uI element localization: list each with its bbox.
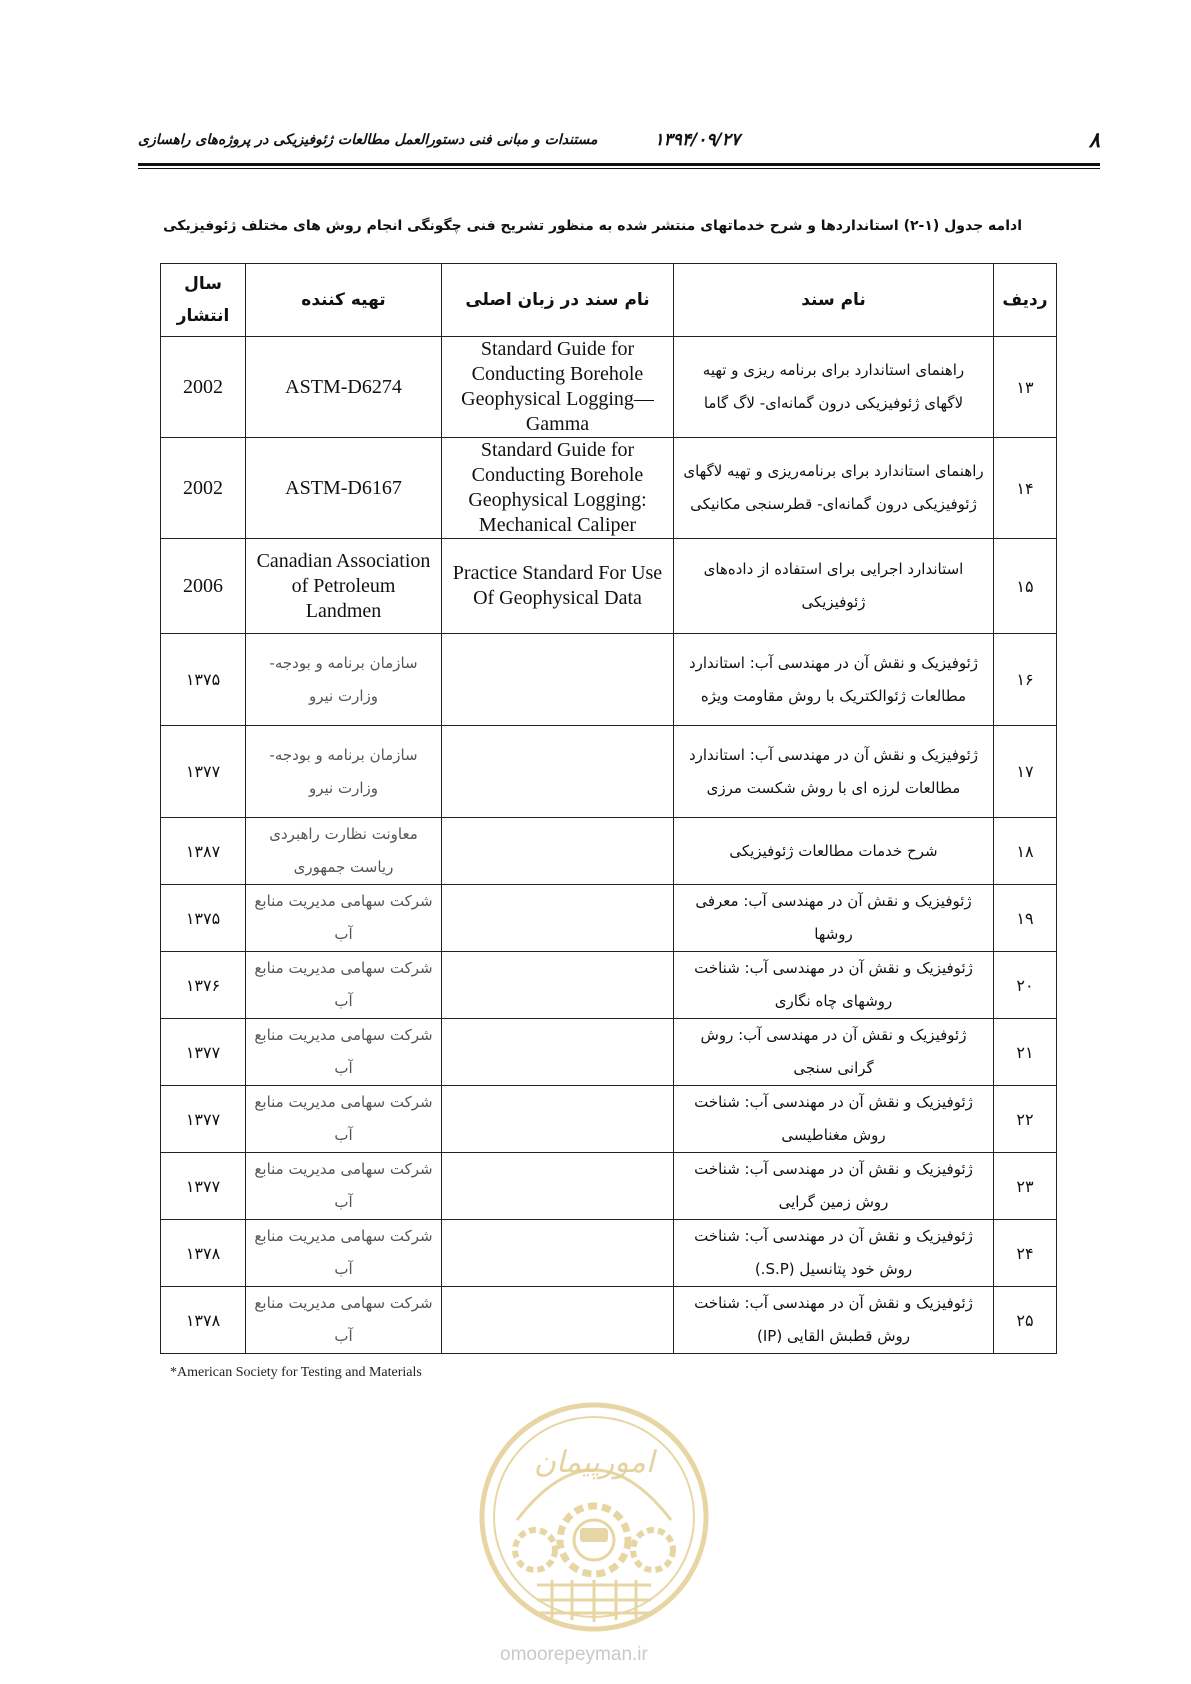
cell-row-number: ۱۴ bbox=[994, 438, 1057, 539]
table-row bbox=[161, 1220, 1057, 1287]
cell-year: ۱۳۷۷ bbox=[161, 1153, 246, 1220]
table-row bbox=[161, 1019, 1057, 1086]
table-row bbox=[161, 539, 1057, 634]
cell-year: ۱۳۷۷ bbox=[161, 1019, 246, 1086]
cell-publisher: Canadian Association of Petroleum Landmen bbox=[246, 539, 442, 634]
watermark-site: omoorepeyman.ir bbox=[500, 1644, 648, 1665]
cell-year: ۱۳۷۵ bbox=[161, 634, 246, 726]
cell-original-name: Practice Standard For Use Of Geophysical Data bbox=[442, 539, 674, 634]
cell-row-number: ۲۵ bbox=[994, 1287, 1057, 1354]
page-header bbox=[138, 128, 1100, 152]
table-row bbox=[161, 952, 1057, 1019]
cell-publisher: معاونت نظارت راهبردی ریاست جمهوری bbox=[246, 818, 442, 885]
header-document-name: نام سند bbox=[674, 264, 994, 337]
cell-year: ۱۳۷۸ bbox=[161, 1220, 246, 1287]
header-year: سال انتشار bbox=[161, 264, 246, 337]
cell-year: 2002 bbox=[161, 438, 246, 539]
cell-publisher: شرکت سهامی مدیریت منابع آب bbox=[246, 1153, 442, 1220]
cell-document-name: استاندارد اجرایی برای استفاده از داده‌های ژئوفیزیکی bbox=[674, 539, 994, 634]
table-row bbox=[161, 1287, 1057, 1354]
cell-original-name bbox=[442, 1153, 674, 1220]
table-row bbox=[161, 1153, 1057, 1220]
cell-year: ۱۳۷۸ bbox=[161, 1287, 246, 1354]
table-row bbox=[161, 438, 1057, 539]
cell-publisher: شرکت سهامی مدیریت منابع آب bbox=[246, 1019, 442, 1086]
header-rule-thin bbox=[138, 168, 1100, 169]
header-rule-thick bbox=[138, 163, 1100, 166]
cell-row-number: ۱۵ bbox=[994, 539, 1057, 634]
standards-table bbox=[160, 263, 1057, 1354]
cell-original-name bbox=[442, 952, 674, 1019]
table-row bbox=[161, 885, 1057, 952]
cell-row-number: ۱۳ bbox=[994, 337, 1057, 438]
cell-original-name bbox=[442, 818, 674, 885]
table-row bbox=[161, 726, 1057, 818]
cell-original-name bbox=[442, 1287, 674, 1354]
cell-publisher: ASTM-D6167 bbox=[246, 438, 442, 539]
cell-document-name: ژئوفیزیک و نقش آن در مهندسی آب: معرفی روشها bbox=[674, 885, 994, 952]
cell-year: ۱۳۷۷ bbox=[161, 726, 246, 818]
page-number: ۸ bbox=[1088, 128, 1100, 152]
cell-original-name bbox=[442, 1019, 674, 1086]
cell-row-number: ۱۸ bbox=[994, 818, 1057, 885]
table-body bbox=[161, 337, 1057, 1354]
cell-year: ۱۳۷۶ bbox=[161, 952, 246, 1019]
cell-document-name: ژئوفیزیک و نقش آن در مهندسی آب: شناخت روش خود پتانسیل (S.P.) bbox=[674, 1220, 994, 1287]
table-row bbox=[161, 337, 1057, 438]
cell-year: 2006 bbox=[161, 539, 246, 634]
cell-document-name: ژئوفیزیک و نقش آن در مهندسی آب: شناخت روشهای چاه نگاری bbox=[674, 952, 994, 1019]
footnote: *American Society for Testing and Materials bbox=[170, 1365, 422, 1380]
cell-original-name: Standard Guide for Conducting Borehole Geophysical Logging: Mechanical Caliper bbox=[442, 438, 674, 539]
cell-year: ۱۳۷۵ bbox=[161, 885, 246, 952]
cell-year: ۱۳۸۷ bbox=[161, 818, 246, 885]
cell-original-name bbox=[442, 1220, 674, 1287]
cell-row-number: ۱۹ bbox=[994, 885, 1057, 952]
cell-document-name: ژئوفیزیک و نقش آن در مهندسی آب: روش گرانی سنجی bbox=[674, 1019, 994, 1086]
cell-year: ۱۳۷۷ bbox=[161, 1086, 246, 1153]
cell-row-number: ۱۷ bbox=[994, 726, 1057, 818]
cell-original-name bbox=[442, 634, 674, 726]
cell-publisher: شرکت سهامی مدیریت منابع آب bbox=[246, 1086, 442, 1153]
table-row bbox=[161, 634, 1057, 726]
cell-publisher: ASTM-D6274 bbox=[246, 337, 442, 438]
cell-row-number: ۱۶ bbox=[994, 634, 1057, 726]
cell-publisher: شرکت سهامی مدیریت منابع آب bbox=[246, 1287, 442, 1354]
table-row bbox=[161, 1086, 1057, 1153]
cell-publisher: شرکت سهامی مدیریت منابع آب bbox=[246, 885, 442, 952]
header-original-name: نام سند در زبان اصلی bbox=[442, 264, 674, 337]
cell-publisher: شرکت سهامی مدیریت منابع آب bbox=[246, 1220, 442, 1287]
cell-document-name: ژئوفیزیک و نقش آن در مهندسی آب: استاندارد مطالعات لرزه ای با روش شکست مرزی bbox=[674, 726, 994, 818]
cell-document-name: ژئوفیزیک و نقش آن در مهندسی آب: استاندارد مطالعات ژئوالکتریک با روش مقاومت ویژه bbox=[674, 634, 994, 726]
cell-year: 2002 bbox=[161, 337, 246, 438]
cell-original-name bbox=[442, 726, 674, 818]
cell-original-name bbox=[442, 1086, 674, 1153]
table-row bbox=[161, 818, 1057, 885]
cell-publisher: سازمان برنامه و بودجه- وزارت نیرو bbox=[246, 726, 442, 818]
cell-document-name: ژئوفیزیک و نقش آن در مهندسی آب: شناخت روش زمین گرایی bbox=[674, 1153, 994, 1220]
cell-row-number: ۲۰ bbox=[994, 952, 1057, 1019]
header-date: ۱۳۹۴/۰۹/۲۷ bbox=[654, 130, 740, 150]
cell-original-name bbox=[442, 885, 674, 952]
cell-document-name: راهنمای استاندارد برای برنامه‌ریزی و تهیه لاگهای ژئوفیزیکی درون گمانه‌ای- قطرسنجی مکانیکی bbox=[674, 438, 994, 539]
watermark-seal bbox=[477, 1400, 711, 1634]
header-row-number: ردیف bbox=[994, 264, 1057, 337]
cell-document-name: شرح خدمات مطالعات ژئوفیزیکی bbox=[674, 818, 994, 885]
cell-document-name: ژئوفیزیک و نقش آن در مهندسی آب: شناخت روش مغناطیسی bbox=[674, 1086, 994, 1153]
cell-publisher: شرکت سهامی مدیریت منابع آب bbox=[246, 952, 442, 1019]
cell-row-number: ۲۴ bbox=[994, 1220, 1057, 1287]
cell-row-number: ۲۳ bbox=[994, 1153, 1057, 1220]
cell-document-name: ژئوفیزیک و نقش آن در مهندسی آب: شناخت روش قطبش القایی (IP) bbox=[674, 1287, 994, 1354]
cell-row-number: ۲۱ bbox=[994, 1019, 1057, 1086]
table-header-row bbox=[161, 264, 1057, 337]
cell-original-name: Standard Guide for Conducting Borehole Geophysical Logging—Gamma bbox=[442, 337, 674, 438]
cell-document-name: راهنمای استاندارد برای برنامه ریزی و تهیه لاگهای ژئوفیزیکی درون گمانه‌ای- لاگ گاما bbox=[674, 337, 994, 438]
cell-row-number: ۲۲ bbox=[994, 1086, 1057, 1153]
cell-publisher: سازمان برنامه و بودجه- وزارت نیرو bbox=[246, 634, 442, 726]
header-publisher: تهیه کننده bbox=[246, 264, 442, 337]
header-title: مستندات و مبانی فنی دستورالعمل مطالعات ژئوفیزیکی در پروژه‌های راهسازی bbox=[138, 132, 598, 148]
watermark-seal-text: امورپیمان bbox=[533, 1445, 655, 1480]
table-caption: ادامه جدول (۱-۲) استانداردها و شرح خدماتهای منتشر شده به منظور تشریح فنی چگونگی انجام روش های مختلف ژئوفیزیکی bbox=[163, 218, 1022, 234]
